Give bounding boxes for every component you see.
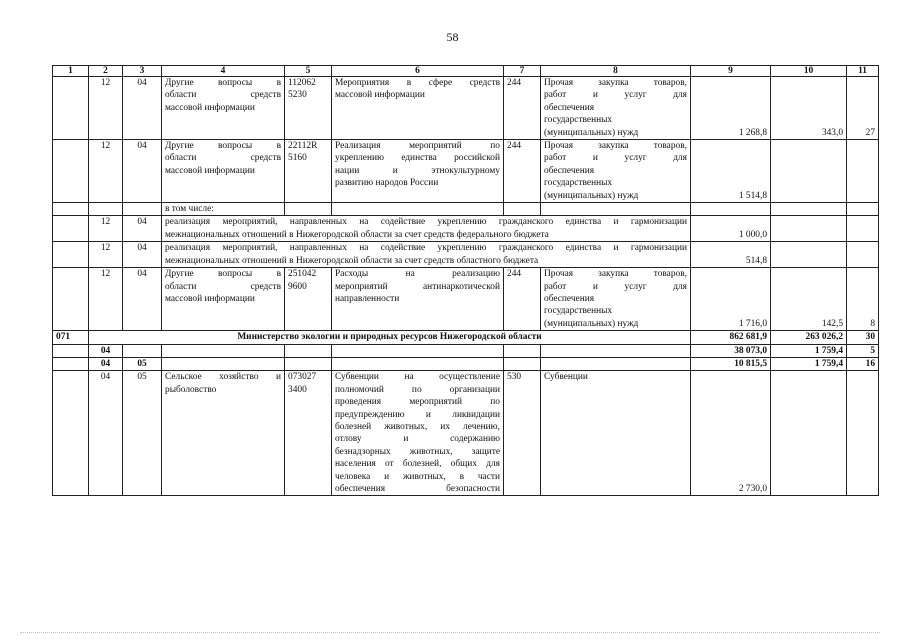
col-1-header: 1: [53, 66, 89, 77]
cell-subsection: 04: [123, 268, 162, 331]
cell-subsection: 05: [123, 357, 162, 370]
empty-cell: [53, 203, 89, 216]
cell-spanning-description: [162, 216, 691, 242]
table-row: [53, 371, 879, 496]
cell-col9-value: 514,8: [691, 242, 771, 268]
cell-spanning-description: [162, 242, 691, 268]
empty-cell: [332, 203, 504, 216]
col-5-header: 5: [285, 66, 332, 77]
empty-cell: [771, 203, 847, 216]
cell-col10-value: 1 759,4: [771, 357, 847, 370]
cell-subsection-name: [162, 77, 285, 140]
text-line: 5230: [288, 90, 307, 101]
cell-col9-value: 1 716,0: [691, 268, 771, 331]
cell-section: 04: [89, 357, 123, 370]
table-row: [53, 216, 879, 242]
empty-cell: [332, 357, 504, 370]
cell-expense-name: [541, 371, 691, 496]
empty-cell: [162, 357, 285, 370]
text-line: государственных: [544, 306, 613, 317]
text-line: проведения мероприятий по: [335, 397, 500, 408]
text-line: 3400: [288, 384, 307, 395]
cell-col10-value: [771, 140, 847, 203]
text-line: Прочая закупка товаров,: [544, 78, 687, 88]
text-line: области средств: [165, 281, 281, 292]
col-10-header: 10: [771, 66, 847, 77]
empty-cell: [53, 216, 89, 242]
text-line: Расходы на реализацию: [335, 269, 500, 280]
cell-section: 12: [89, 77, 123, 140]
col-9-header: 9: [691, 66, 771, 77]
table-row: [53, 242, 879, 268]
text-line: межнациональных отношений в Нижегородской области за счет средств областного бюджета: [165, 255, 539, 266]
subsection-total-row: [53, 357, 879, 370]
cell-col9-value: 2 730,0: [691, 371, 771, 496]
empty-cell: [162, 344, 285, 357]
cell-section: 04: [89, 371, 123, 496]
cell-ministry-code: [53, 268, 89, 331]
text-line: 251042: [288, 269, 317, 280]
col-6-header: 6: [332, 66, 504, 77]
empty-cell: [847, 203, 879, 216]
cell-subsection: 04: [123, 77, 162, 140]
text-line: Другие вопросы в: [165, 141, 281, 152]
empty-cell: [771, 242, 847, 268]
cell-ministry-code: [53, 371, 89, 496]
cell-col10-value: 343,0: [771, 77, 847, 140]
col-4-header: 4: [162, 66, 285, 77]
cell-target-name: [332, 77, 504, 140]
text-line: полномочий по организации: [335, 384, 500, 395]
text-line: массовой информации: [165, 102, 255, 113]
text-line: государственных: [544, 178, 613, 189]
cell-target-code: [285, 77, 332, 140]
text-line: человека и животных, в части: [335, 471, 500, 482]
empty-cell: [847, 216, 879, 242]
text-line: нации и этнокультурному: [335, 165, 500, 176]
cell-col9-value: 38 073,0: [691, 344, 771, 357]
text-line: направленности: [335, 293, 400, 304]
text-line: Прочая закупка товаров,: [544, 141, 687, 152]
text-line: области средств: [165, 90, 281, 101]
text-line: Субвенции на осуществление: [335, 372, 500, 383]
text-line: Реализация мероприятий по: [335, 141, 500, 152]
text-line: обеспечения: [544, 102, 595, 113]
text-line: реализация мероприятий, направленных на содействие укреплению гражданского единства и гармонизации: [165, 243, 687, 254]
cell-col10-value: 1 759,4: [771, 344, 847, 357]
text-line: массовой информации: [165, 165, 255, 176]
text-line: предупреждению и ликвидации: [335, 409, 500, 420]
cell-subsection-name: [162, 268, 285, 331]
empty-cell: [53, 344, 89, 357]
cell-col9-value: 10 815,5: [691, 357, 771, 370]
text-line: обеспечения: [544, 293, 595, 304]
cell-col10-value: 142,5: [771, 268, 847, 331]
text-line: области средств: [165, 153, 281, 164]
ministry-row: [53, 331, 879, 344]
cell-col10-value: [771, 371, 847, 496]
cell-target-name: [332, 371, 504, 496]
col-11-header: 11: [847, 66, 879, 77]
text-line: болезней животных, их лечению,: [335, 421, 500, 432]
cell-col9-value: 862 681,9: [691, 331, 771, 344]
cell-section: 12: [89, 268, 123, 331]
text-line: 073027: [288, 372, 317, 383]
text-line: 112062: [288, 78, 316, 88]
cell-target-name: [332, 268, 504, 331]
text-line: Другие вопросы в: [165, 78, 281, 88]
cell-expense-name: [541, 268, 691, 331]
col-3-header: 3: [123, 66, 162, 77]
budget-table: [52, 65, 879, 496]
page-number: 58: [446, 30, 459, 44]
cell-expense-type: 244: [504, 77, 541, 140]
cell-target-code: [285, 371, 332, 496]
text-line: Субвенции: [544, 372, 588, 383]
empty-cell: [541, 357, 691, 370]
cell-section: 12: [89, 216, 123, 242]
empty-cell: [53, 357, 89, 370]
cell-col11-value: 16: [847, 357, 879, 370]
text-line: отлову и содержанию: [335, 434, 500, 445]
empty-cell: [504, 357, 541, 370]
text-line: Сельское хозяйство и: [165, 372, 281, 383]
empty-cell: [332, 344, 504, 357]
column-number-row: [53, 66, 879, 77]
cell-col9-value: 1 514,8: [691, 140, 771, 203]
cell-ministry-code: [53, 140, 89, 203]
cell-section: 12: [89, 242, 123, 268]
cell-expense-type: 530: [504, 371, 541, 496]
table-row: [53, 203, 879, 216]
empty-cell: [504, 203, 541, 216]
empty-cell: [285, 344, 332, 357]
cell-col11-value: 5: [847, 344, 879, 357]
cell-subsection: [123, 344, 162, 357]
empty-cell: [771, 216, 847, 242]
text-line: (муниципальных) нужд: [544, 190, 639, 201]
cell-subsection-name: [162, 140, 285, 203]
empty-cell: [691, 203, 771, 216]
cell-subsection: 04: [123, 242, 162, 268]
cell-expense-type: 244: [504, 268, 541, 331]
cell-target-code: [285, 268, 332, 331]
cell-expense-name: [541, 140, 691, 203]
text-line: 22112R: [288, 141, 318, 152]
col-7-header: 7: [504, 66, 541, 77]
scan-edge-noise: [20, 632, 880, 634]
text-line: укреплению единства российской: [335, 153, 500, 164]
cell-col11-value: [847, 140, 879, 203]
text-line: Другие вопросы в: [165, 269, 281, 280]
text-line: работ и услуг для: [544, 153, 687, 164]
table-row: [53, 77, 879, 140]
text-line: работ и услуг для: [544, 90, 687, 101]
text-line: 9600: [288, 281, 307, 292]
cell-subsection: 04: [123, 140, 162, 203]
empty-cell: [541, 203, 691, 216]
cell-col10-value: 263 026,2: [771, 331, 847, 344]
text-line: массовой информации: [165, 293, 255, 304]
section-total-row: [53, 344, 879, 357]
cell-subsection: 05: [123, 371, 162, 496]
in-that-number-label: в том числе:: [162, 203, 285, 216]
cell-target-name: [332, 140, 504, 203]
cell-col11-value: 8: [847, 268, 879, 331]
text-line: обеспечения: [544, 165, 595, 176]
empty-cell: [123, 203, 162, 216]
text-line: Мероприятия в сфере средств: [335, 78, 500, 88]
cell-ministry-code: 071: [53, 331, 89, 344]
text-line: мероприятий антинаркотической: [335, 281, 500, 292]
col-2-header: 2: [89, 66, 123, 77]
text-line: работ и услуг для: [544, 281, 687, 292]
text-line: (муниципальных) нужд: [544, 127, 639, 138]
text-line: (муниципальных) нужд: [544, 318, 639, 329]
text-line: обеспечения безопасности: [335, 484, 500, 494]
cell-col11-value: 27: [847, 77, 879, 140]
cell-section: 12: [89, 140, 123, 203]
table-row: [53, 140, 879, 203]
cell-target-code: [285, 140, 332, 203]
empty-cell: [847, 242, 879, 268]
empty-cell: [53, 242, 89, 268]
col-8-header: 8: [541, 66, 691, 77]
text-line: 5160: [288, 153, 307, 164]
empty-cell: [504, 344, 541, 357]
cell-expense-name: [541, 77, 691, 140]
cell-col11-value: [847, 371, 879, 496]
text-line: рыболовство: [165, 384, 217, 395]
cell-col11-value: 30: [847, 331, 879, 344]
cell-section: 04: [89, 344, 123, 357]
text-line: безнадзорных животных, защите: [335, 446, 500, 457]
text-line: массовой информации: [335, 90, 425, 101]
cell-ministry-code: [53, 77, 89, 140]
empty-cell: [89, 203, 123, 216]
empty-cell: [541, 344, 691, 357]
cell-subsection: 04: [123, 216, 162, 242]
cell-col9-value: 1 000,0: [691, 216, 771, 242]
text-line: реализация мероприятий, направленных на содействие укреплению гражданского единства и гармонизации: [165, 217, 687, 228]
text-line: населения от болезней, общих для: [335, 459, 500, 470]
text-line: Прочая закупка товаров,: [544, 269, 687, 280]
empty-cell: [285, 357, 332, 370]
text-line: межнациональных отношений в Нижегородской области за счет средств федерального бюджета: [165, 229, 549, 240]
ministry-name: Министерство экологии и природных ресурсов Нижегородской области: [89, 331, 691, 344]
empty-cell: [285, 203, 332, 216]
text-line: государственных: [544, 115, 613, 126]
cell-col9-value: 1 268,8: [691, 77, 771, 140]
cell-subsection-name: [162, 371, 285, 496]
cell-expense-type: 244: [504, 140, 541, 203]
table-row: [53, 268, 879, 331]
text-line: развитию народов России: [335, 178, 439, 189]
